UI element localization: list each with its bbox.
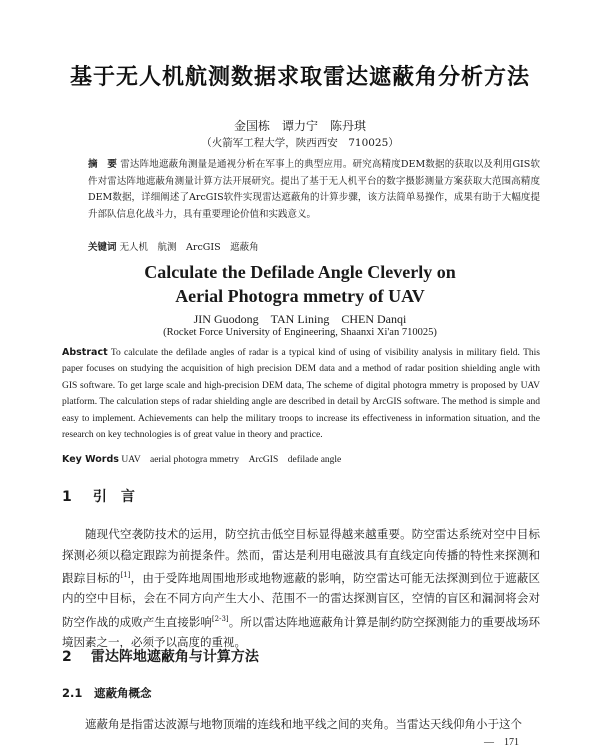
- citation-ref: [2-3]: [211, 614, 229, 623]
- keywords-en: [62, 451, 540, 465]
- section-1-number: 1: [62, 489, 72, 505]
- keywords-cn-label: 关键词: [88, 242, 117, 253]
- section-1-text-b: ，由于受阵地周围地形或地物遮蔽的影响，防空雷达可能无法探测到位于遮蔽区内的空中目标，会在不同方向产生大小、范围不一的雷达探测盲区，空情的盲区和漏洞将会对防空作战的成败产生直接影响: [62, 570, 541, 629]
- section-1-title: 引 言: [92, 489, 135, 505]
- abstract-en: [62, 345, 540, 443]
- abstract-cn-text: 雷达阵地遮蔽角测量是通视分析在军事上的典型应用。研究高精度DEM数据的获取以及利用GIS软件对雷达阵地遮蔽角测量计算方法开展研究。提出了基于无人机平台的数字摄影测量方案获取大范围高精度DEM数据，详细阐述了ArcGIS软件实现雷达遮蔽角的计算步骤，该方法简单易操作，成果有助于大幅度提升部队信息化战斗力，具有重要理论价值和实践意义。: [88, 159, 540, 220]
- page-number: — 171: [484, 737, 519, 748]
- section-2-number: 2: [62, 649, 72, 665]
- abstract-en-text: To calculate the defilade angles of radar is a typical kind of using of visibility analysis in military field. This paper focuses on studying the acquisition of high precision DEM data and a method of radar position shielding angle with GIS software. To get large scale and high-precision DEM data, The scheme of digital photogra mmetry is proposed by UAV platform. The calculation steps of radar shielding angle are described in detail by ArcGIS software. The method is simple and easy to implement. Achievements can help the military troops to increase its effectiveness in information situation, and the research on key technologies is of great value in theory and practice.: [62, 348, 540, 441]
- section-1-text-a: 随现代空袭防技术的运用，防空抗击低空目标显得越来越重要。防空雷达系统对空中目标探测必须以稳定跟踪为前提条件。然而，雷达是利用电磁波具有直线定向传播的特性来探测和跟踪目标的: [62, 527, 540, 585]
- abstract-cn: [88, 157, 540, 223]
- abstract-en-label: Abstract: [62, 347, 108, 358]
- subsection-2-1-heading: [62, 685, 152, 701]
- abstract-cn-label: 摘 要: [88, 159, 118, 170]
- paper-title-en-line2: Aerial Photogra mmetry of UAV: [175, 286, 425, 306]
- affiliation-en: (Rocket Force University of Engineering, Shaanxi Xi'an 710025): [163, 327, 437, 338]
- subsection-2-1-paragraph: 遮蔽角是指雷达波源与地物顶端的连线和地平线之间的夹角。当雷达天线仰角小于这个: [85, 717, 522, 731]
- keywords-cn-text: 无人机 航测 ArcGIS 遮蔽角: [119, 242, 259, 253]
- section-2-title: 雷达阵地遮蔽角与计算方法: [90, 649, 259, 665]
- authors-cn: 金国栋 谭力宁 陈丹琪: [233, 119, 366, 133]
- paper-title-cn: 基于无人机航测数据求取雷达遮蔽角分析方法: [69, 65, 530, 90]
- subsection-2-1-number: 2.1: [62, 686, 83, 700]
- keywords-en-label: Key Words: [62, 454, 119, 465]
- subsection-2-1-title: 遮蔽角概念: [94, 686, 152, 700]
- paper-title-en-line1: Calculate the Defilade Angle Cleverly on: [144, 262, 456, 282]
- section-1-paragraph: [62, 524, 540, 653]
- section-1-heading: [62, 486, 135, 506]
- keywords-en-text: UAV aerial photogra mmetry ArcGIS defilade angle: [121, 455, 342, 465]
- authors-en: JIN Guodong TAN Lining CHEN Danqi: [193, 312, 407, 326]
- section-1-text-c: 。所以雷达阵地遮蔽角计算是制约防空探测能力的重要战场环境因素之一，必须予以高度的重视。: [62, 614, 541, 650]
- section-2-heading: [62, 646, 259, 666]
- citation-ref: [1]: [120, 571, 131, 579]
- keywords-cn: [88, 239, 540, 253]
- affiliation-cn: （火箭军工程大学，陕西西安 710025）: [201, 137, 399, 149]
